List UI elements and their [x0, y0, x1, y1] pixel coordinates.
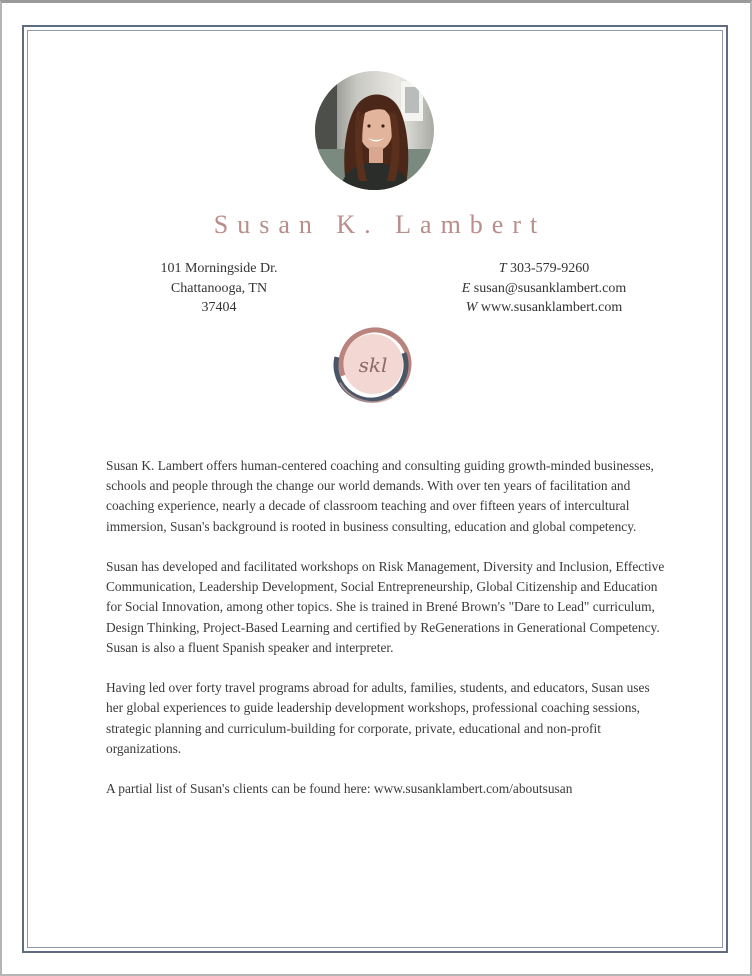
web-prefix: W [465, 300, 478, 315]
bio-paragraph-4: A partial list of Susan's clients can be found here: www.susanklambert.com/aboutsusan [106, 781, 573, 797]
address-line-2: Chattanooga, TN [170, 280, 268, 296]
contact-block [430, 259, 658, 318]
address-line-1: 101 Morningside Dr. [160, 261, 278, 276]
contact-web [430, 298, 658, 318]
address-block [138, 259, 300, 318]
contact-phone [430, 259, 658, 279]
page-title: Susan K. Lambert [213, 210, 547, 239]
bio-section [106, 456, 666, 820]
contact-email [430, 279, 658, 299]
phone-number: 303-579-9260 [509, 261, 590, 276]
bio-paragraph-2: Susan has developed and facilitated workshops on Risk Management, Diversity and Inclusion, Effective Communication, Leadership Development, Social Entrepreneurship, Global Citizenship and Education for Social Innovation, among other topics. She is trained in Brené Brown's "Dare to Lead" curriculum, Design Thinking, Project-Based Learning and certified by ReGenerations in Generational Competency. Susan is also a fluent Spanish speaker and interpreter. [106, 559, 665, 655]
website-url: www.susanklambert.com [480, 300, 623, 315]
profile-photo [315, 71, 434, 190]
skl-logo [327, 322, 419, 406]
address-line-3: 37404 [201, 300, 237, 315]
email-prefix: E [461, 280, 471, 296]
bio-paragraph-1: Susan K. Lambert offers human-centered coaching and consulting guiding growth-minded businesses, schools and people through the change our world demands. With over ten years of facilitation and coaching experience, nearly a decade of classroom teaching and over fifteen years of intercultural immersion, Susan's background is rooted in business consulting, education and global competency. [106, 458, 654, 534]
bio-paragraph-3: Having led over forty travel programs abroad for adults, families, students, and educators, Susan uses her global experiences to guide leadership development workshops, professional coaching sessions, strategic planning and curriculum-building for corporate, private, educational and non-profit organizations. [106, 680, 650, 756]
email-address: susan@susanklambert.com [473, 280, 627, 296]
phone-prefix: T [498, 261, 507, 276]
logo-monogram: skl [358, 353, 388, 377]
